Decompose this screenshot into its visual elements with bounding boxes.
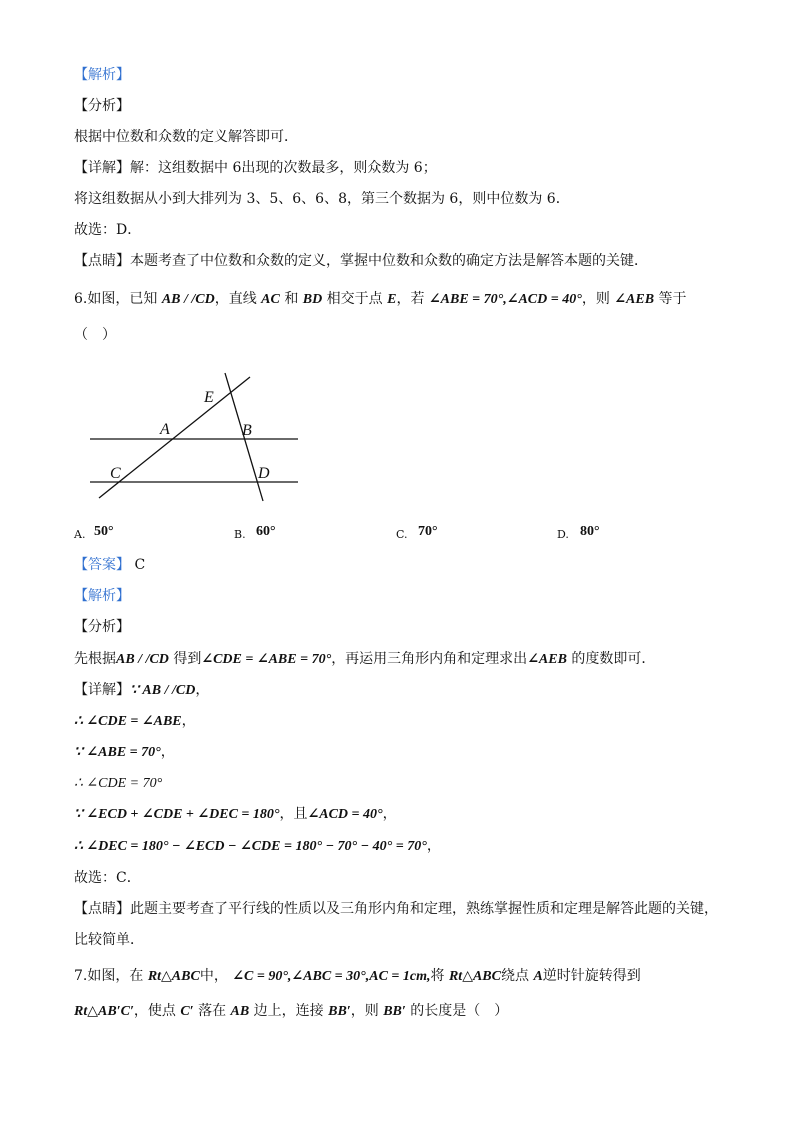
q5-detail-2: 将这组数据从小到大排列为 3、5、6、6、8，第三个数据为 6，则中位数为 6． [74, 191, 570, 207]
label-a: A [160, 421, 170, 438]
q6-detail-1: 【详解】∵ AB / /CD， [74, 682, 210, 698]
label-c: C [110, 465, 121, 482]
label-e: E [204, 389, 214, 406]
q6-analysis: 先根据AB / /CD 得到∠CDE = ∠ABE = 70°，再运用三角形内角和定理求出∠AEB 的度数即可． [74, 651, 656, 667]
q6-stem: 6.如图，已知 AB / /CD，直线 AC 和 BD 相交于点 E，若 ∠ABE = 70°,∠ACD = 40°，则 ∠AEB 等于 [74, 291, 687, 307]
q6-detail-6: ∴ ∠DEC = 180° − ∠ECD − ∠CDE = 180° − 70° − 40° = 70°， [74, 838, 441, 854]
line-ac [99, 377, 250, 498]
q6-detail-5: ∵ ∠ECD + ∠CDE + ∠DEC = 180°，且∠ACD = 40°， [74, 806, 397, 822]
q6-choice: 故选：C． [74, 870, 141, 886]
q6-figure [80, 370, 310, 510]
q6-detail-3: ∵ ∠ABE = 70°， [74, 744, 175, 760]
q6-comment-1: 【点睛】此题主要考查了平行线的性质以及三角形内角和定理，熟练掌握性质和定理是解答此题的关键， [74, 901, 718, 917]
q7-stem-1: 7.如图，在 Rt△ABC中， ∠C = 90°,∠ABC = 30°,AC = 1cm,将 Rt△ABC绕点 A逆时针旋转得到 [74, 968, 641, 984]
label-b: B [242, 422, 252, 439]
q6-answer: 【答案】 C [74, 557, 146, 573]
q5-fenxi-tag: 【分析】 [74, 98, 130, 114]
q5-comment: 【点睛】本题考查了中位数和众数的定义，掌握中位数和众数的确定方法是解答本题的关键． [74, 253, 648, 269]
q6-detail-2: ∴ ∠CDE = ∠ABE， [74, 713, 196, 729]
q7-stem-2: Rt△AB′C′，使点 C′ 落在 AB 边上，连接 BB′，则 BB′ 的长度是（ ） [74, 1003, 509, 1019]
q5-jiexi-tag: 【解析】 [74, 67, 130, 83]
q6-jiexi-tag: 【解析】 [74, 588, 130, 604]
q5-choice: 故选：D． [74, 222, 142, 238]
q5-detail-1: 【详解】解：这组数据中 6出现的次数最多，则众数为 6； [74, 160, 437, 176]
q5-analysis: 根据中位数和众数的定义解答即可． [74, 129, 298, 145]
label-d: D [258, 465, 270, 482]
q6-fenxi-tag: 【分析】 [74, 619, 130, 635]
q6-paren: （ ） [74, 327, 116, 343]
q6-detail-4: ∴ ∠CDE = 70° [74, 776, 163, 791]
q6-comment-2: 比较简单． [74, 932, 144, 948]
